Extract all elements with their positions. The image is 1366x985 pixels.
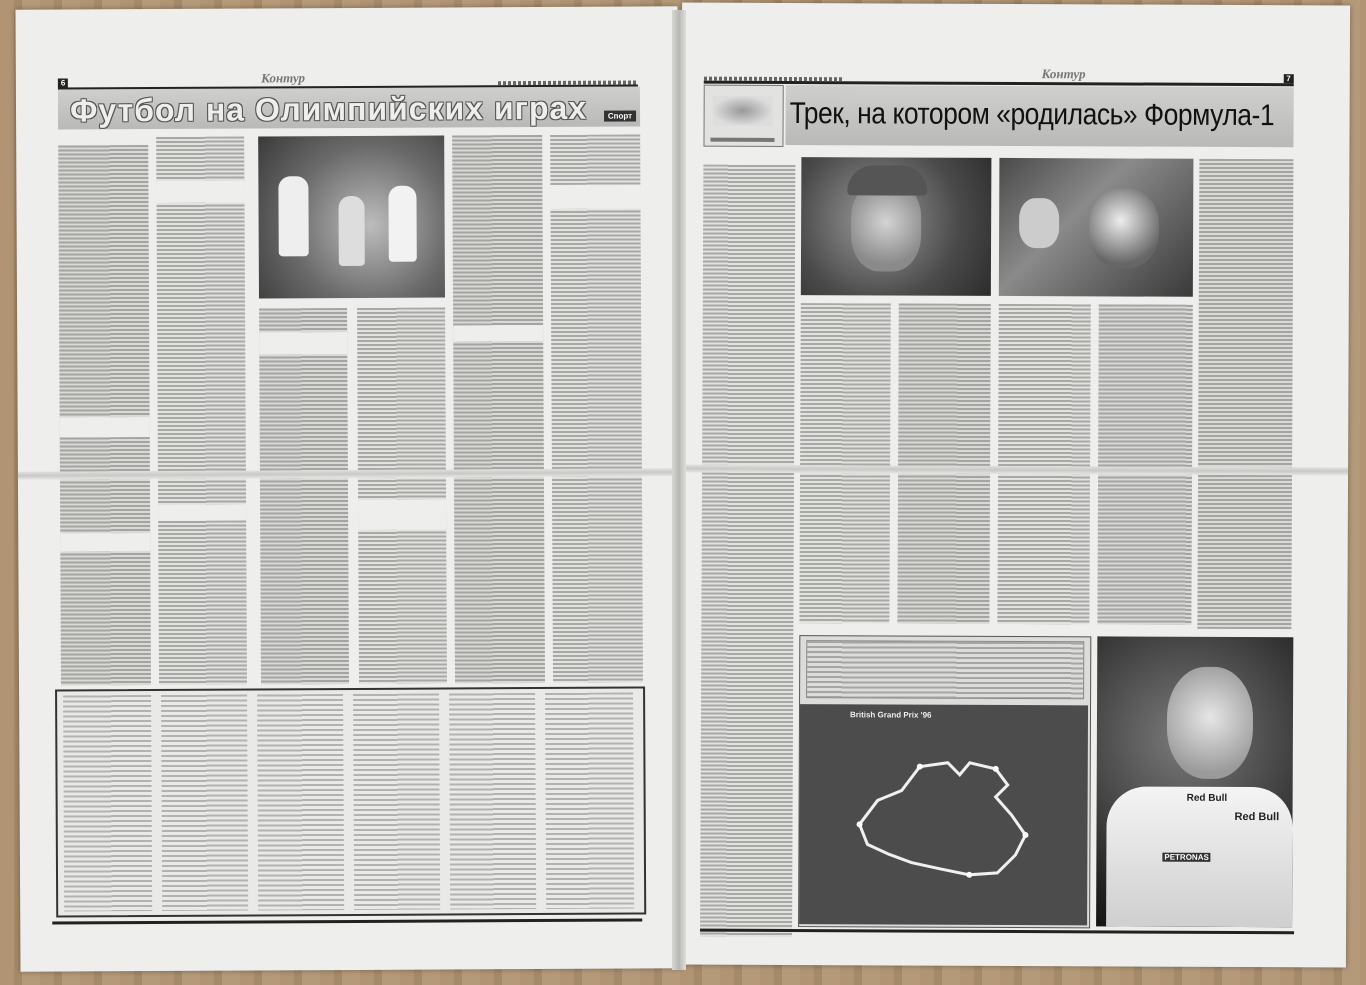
helmet (1089, 188, 1159, 268)
race-car-icon (713, 96, 773, 126)
left-article-column-6 (550, 134, 643, 682)
right-headline: Трек, на котором «родилась» Формула-1 (789, 97, 1275, 133)
left-newspaper-page (15, 6, 682, 971)
johnny-herbert-photo (1096, 636, 1293, 927)
left-article-column-1 (58, 145, 151, 685)
results-column-1 (63, 695, 152, 911)
football-match-photo (258, 135, 445, 298)
left-dateline (498, 80, 638, 85)
corner-marker (966, 872, 972, 878)
left-article-column-2 (156, 137, 247, 685)
right-article-column-6 (1197, 159, 1293, 629)
player-figure-2 (338, 196, 364, 266)
formula1-rubric-logo (703, 85, 783, 147)
right-article-column-2 (799, 303, 890, 623)
results-column-5 (449, 693, 536, 909)
left-article-column-3 (259, 308, 349, 684)
right-newspaper-page (678, 3, 1350, 968)
section-tag: Спорт (604, 110, 636, 121)
player-figure-1 (278, 176, 308, 256)
british-gp-info-box (798, 635, 1091, 928)
left-masthead-logo: Контур (261, 70, 306, 86)
left-page-number: 6 (58, 78, 69, 87)
right-running-head (704, 67, 1294, 87)
circuit-track (859, 762, 1025, 875)
results-column-3 (257, 694, 344, 910)
left-subhead-6 (358, 499, 446, 529)
shirt-logo-3: PETRONAS (1164, 852, 1209, 862)
driver-portrait-photo (801, 157, 992, 296)
results-column-6 (545, 693, 634, 909)
raised-glove (1019, 198, 1059, 248)
left-subhead-8 (550, 184, 640, 208)
right-masthead-logo: Контур (1041, 66, 1086, 82)
right-article-column-5 (1097, 304, 1192, 624)
corner-marker (1022, 832, 1028, 838)
left-subhead-5 (259, 332, 347, 354)
shirt-logo-1: Red Bull (1186, 792, 1228, 804)
corner-marker (917, 764, 923, 770)
olympic-football-results-table (55, 686, 646, 917)
right-article-column-4 (997, 304, 1090, 624)
left-headline: Футбол на Олимпийских играх (69, 89, 588, 129)
corner-marker (993, 766, 999, 772)
right-article-column-1 (700, 165, 795, 937)
left-subhead-1 (60, 417, 150, 437)
results-column-2 (161, 695, 248, 911)
race-info-text (806, 640, 1084, 699)
results-column-4 (353, 694, 440, 910)
left-article-column-5 (452, 135, 545, 683)
left-article-column-4 (357, 307, 447, 683)
left-subhead-4 (158, 505, 246, 521)
left-subhead-3 (156, 181, 244, 203)
circuit-outline-svg (799, 704, 1088, 925)
driver-face-large (1167, 667, 1253, 779)
left-footer-rule (52, 918, 642, 924)
right-article-column-3 (897, 303, 990, 623)
left-subhead-7 (453, 325, 543, 341)
race-suit (1106, 786, 1293, 927)
silverstone-circuit-map (799, 704, 1088, 925)
right-dateline (704, 77, 844, 82)
right-page-number: 7 (1283, 74, 1293, 83)
rubric-caption-line (710, 138, 774, 142)
player-figure-3 (388, 186, 416, 262)
map-title: British Grand Prix '96 (849, 710, 932, 720)
center-fold-gutter (672, 10, 686, 970)
right-headline-banner (785, 85, 1293, 147)
driver-helmet-photo (999, 158, 1194, 297)
driver-cap (847, 165, 927, 195)
left-subhead-2 (60, 533, 150, 551)
corner-marker (857, 821, 863, 827)
shirt-logo-2: Red Bull (1234, 810, 1280, 824)
left-headline-banner (58, 86, 640, 129)
